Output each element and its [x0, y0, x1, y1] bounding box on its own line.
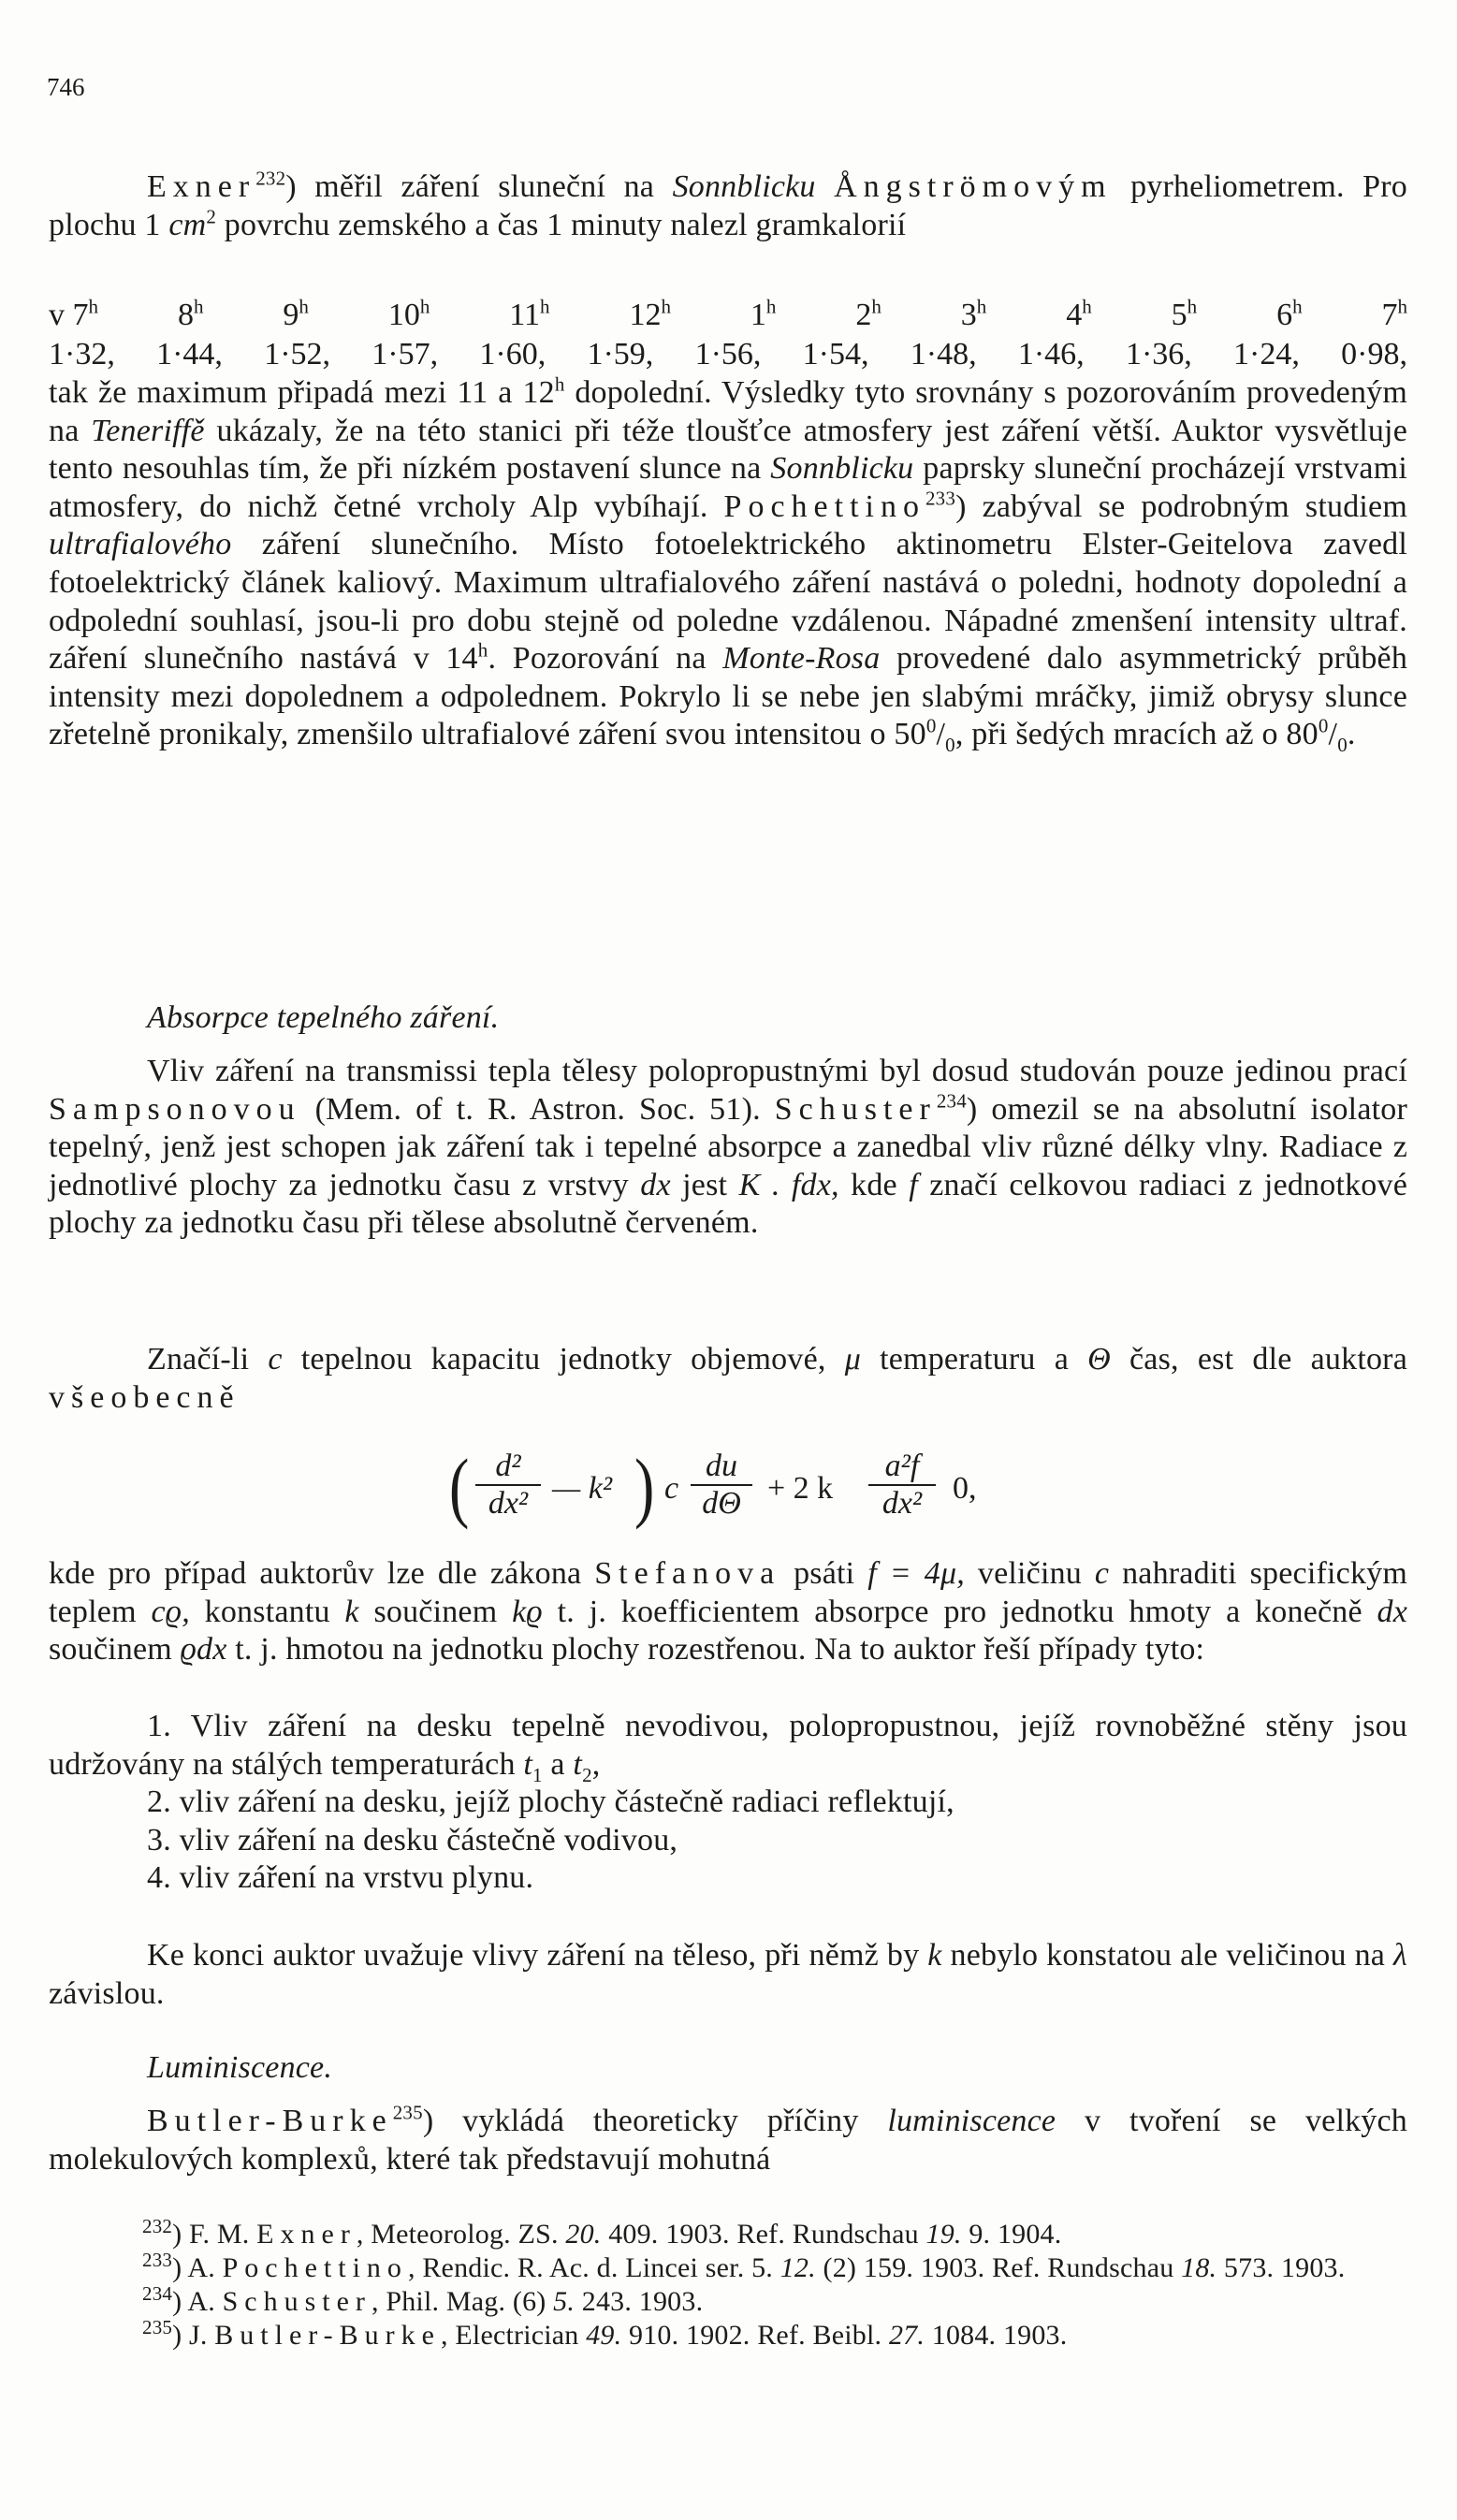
text: , Electrician [440, 2320, 587, 2351]
place-sonnblick: Sonnblicku [770, 451, 914, 487]
fraction-d2-dx2 [475, 1449, 541, 1522]
radiation-value: 1·57, [372, 337, 439, 371]
math-k: k [344, 1594, 359, 1629]
math-lambda: λ [1393, 1938, 1407, 1973]
math-krho: kϱ [512, 1594, 543, 1629]
emphasis-text: všeobecně [49, 1379, 240, 1415]
hour-sup: h [1292, 295, 1303, 318]
math-crho: cϱ, [151, 1594, 190, 1629]
unit-exponent: 2 [206, 205, 217, 228]
radiation-value: 1·44, [156, 337, 223, 371]
paragraph-exner [49, 168, 1407, 244]
text: 9. 1904. [961, 2219, 1062, 2250]
unit-cm: cm [168, 207, 207, 242]
place-monte-rosa: Monte-Rosa [722, 641, 881, 677]
volume: 5. [553, 2286, 576, 2317]
term-luminescence: luminiscence [887, 2104, 1056, 2138]
footnote-232 [49, 2215, 1407, 2251]
author-schuster: Schuster [774, 1091, 937, 1127]
author-butler-burke: Butler-Burke [147, 2104, 393, 2138]
paragraph-definitions [49, 1341, 1407, 1417]
math-kfdx: K . fdx, [738, 1167, 839, 1202]
list-item-3: 3. vliv záření na desku částečně vodivou, [147, 1822, 678, 1857]
text: tak že maximum připadá mezi 11 a 12 [49, 375, 555, 410]
hour-sup: h [1082, 295, 1092, 318]
text: ) A. [172, 2286, 223, 2317]
paragraph-stefan [49, 1555, 1407, 1669]
percent-sup: 0 [1318, 715, 1329, 738]
text: tepelnou kapacitu jednotky objemové, [282, 1342, 845, 1377]
text: 1084. 1903. [925, 2320, 1068, 2351]
heading-text: Luminiscence. [147, 2050, 333, 2085]
text: 1. Vliv záření na desku tepelně nevodivou, polopropustnou, jejíž rovnoběžné stěny jsou udržovány na stálých temperaturách [49, 1709, 1407, 1782]
text: t. j. koefficientem absorpce pro jednotku hmoty a konečně [542, 1594, 1377, 1629]
term-k2: — k² [552, 1471, 613, 1506]
section-heading-absorption [49, 999, 1407, 1038]
text: temperaturu a [860, 1342, 1088, 1377]
math-k: k [927, 1938, 942, 1973]
denominator: dΘ [702, 1486, 741, 1521]
hour-label [1066, 295, 1092, 333]
hour-sup: h [976, 295, 987, 318]
hour-number: 12 [629, 298, 662, 332]
text: 910. 1902. Ref. Beibl. [621, 2320, 889, 2351]
list-item-1 [49, 1708, 1407, 1784]
volume: 20. [565, 2219, 602, 2250]
text: pyrheliometrem. Pro plochu 1 [49, 169, 1408, 242]
hour-sup: h [1397, 295, 1407, 318]
text: povrchu zemského a čas 1 minuty nalezl gramkalorií [216, 207, 907, 242]
text: provedené dalo asymmetrický průběh intensity mezi dopolednem a odpolednem. Pokrylo li se nebe jen slabými mráčky, jimiž obrysy slunce zřetelně pronikaly, zmenšilo ultrafialové záření svou intensitou o 50 [49, 641, 1408, 752]
hour-sup: h [765, 295, 777, 318]
author-name: Butler-Burke [214, 2320, 441, 2351]
sup-h: h [477, 638, 488, 662]
volume: 49. [586, 2320, 622, 2351]
radiation-value: 1·48, [910, 337, 977, 371]
text: . Pozorování na [488, 641, 723, 677]
text: . [1347, 717, 1356, 752]
denominator: dx² [881, 1486, 923, 1521]
author-angstrom: Ångströmovým [834, 169, 1113, 204]
text: nebylo konstatou ale veličinou na [941, 1938, 1394, 1973]
text: 243. 1903. [575, 2286, 704, 2317]
text: záření slunečního. Místo fotoelektrického aktinometru Elster-Geitelova zavedl fotoelektrický článek kaliový. Maximum ultrafialového záření nastává o poledni, hodnoty dopolední a odpolední souhlasí, jsou-li pro dobu stejně od poledne vzdálenou. Nápadné zmenšení intensity ultraf. záření slunečního nastává v 14 [49, 527, 1407, 677]
hour-sup: h [193, 295, 204, 318]
hour-number: 9 [283, 298, 299, 332]
footnote-number: 235 [142, 2316, 173, 2338]
place-sonnblick: Sonnblicku [672, 169, 816, 204]
text: součinem [358, 1594, 513, 1629]
footnote-234 [49, 2282, 1407, 2319]
text: , Meteorolog. ZS. [356, 2219, 566, 2250]
text: veličinu [964, 1556, 1095, 1591]
text: čas, est dle auktora [1110, 1342, 1407, 1377]
text: kde pro případ auktorův lze dle zákona [49, 1556, 595, 1591]
percent-slash: / [936, 717, 946, 752]
volume: 18. [1181, 2252, 1217, 2283]
text: ) F. M. [172, 2219, 257, 2250]
volume: 27. [888, 2320, 925, 2351]
fraction-du-dtheta [691, 1449, 752, 1522]
text: značí celkovou radiaci z jednotkové plochy za jednotku času při tělese absolutně červeném. [49, 1167, 1407, 1241]
math-c: c [268, 1342, 283, 1377]
term-ultraviolet: ultrafialového [49, 527, 232, 562]
hour-label [387, 295, 430, 333]
hour-number: 5 [1171, 298, 1187, 332]
hour-label [283, 295, 309, 333]
heading-text: Absorpce tepelného záření. [147, 1000, 500, 1035]
math-t1: t [523, 1746, 532, 1782]
text: nahraditi specifickým teplem [49, 1556, 1407, 1629]
author-name: Pochettino [222, 2252, 408, 2283]
list-item-2: 2. vliv záření na desku, jejíž plochy částečně radiaci reflektují, [147, 1784, 954, 1820]
text: ukázaly, že na této stanici při téže tloušťce atmosfery jest záření větší. Auktor vysvětluje tento nesouhlas tím, že při nízkém postavení slunce na [49, 413, 1407, 487]
paragraph-results [49, 372, 1408, 757]
text: Ke konci auktor uvažuje vlivy záření na těleso, při němž by [147, 1938, 928, 1973]
radiation-value: 1·52, [264, 337, 331, 371]
text: konstantu [189, 1594, 345, 1629]
hour-label [177, 295, 204, 333]
math-c: c [1094, 1556, 1110, 1591]
hour-sup: h [661, 295, 671, 318]
footnote-ref-234: 234 [936, 1089, 967, 1113]
term-2k: + 2 k [767, 1471, 834, 1506]
paragraph-conclusion [49, 1937, 1407, 2013]
text: ) měřil záření sluneční na [285, 169, 673, 204]
equation [449, 1443, 1048, 1537]
place-teneriffe: Teneriffě [91, 413, 205, 448]
author-exner: Exner [147, 169, 256, 204]
section-heading-luminescence [49, 2049, 1407, 2088]
text: 409. 1903. Ref. Rundschau [601, 2219, 926, 2250]
math-t2: t [573, 1746, 583, 1782]
percent-sub: 0 [1337, 734, 1348, 757]
math-dx: dx [640, 1167, 671, 1202]
text: (2) 159. 1903. Ref. Rundschau [815, 2252, 1182, 2283]
volume: 19. [925, 2219, 962, 2250]
text: Značí-li [147, 1342, 269, 1377]
footnote-ref-235: 235 [392, 2101, 423, 2124]
text: 573. 1903. [1217, 2252, 1346, 2283]
footnote-235 [49, 2316, 1407, 2352]
term-zero: 0, [953, 1471, 977, 1506]
text: ) omezil se na absolutní isolator tepelný, jenž jest schopen jak záření tak i tepelné absorpce a zanedbal vliv různé délky vlny. Radiace z jednotlivé plochy za jednotku času z vrstvy [49, 1091, 1407, 1202]
hour-label [509, 295, 550, 333]
hour-label [629, 295, 671, 333]
author-sampson: Sampsonovou [49, 1091, 301, 1127]
radiation-value: 1·24, [1233, 337, 1300, 371]
text: v tvoření se velkých molekulových komplexů, které tak představují mohutná [49, 2104, 1407, 2177]
sup-h: h [554, 372, 565, 396]
hour-sup: h [871, 295, 881, 318]
radiation-value: 1·46, [1017, 337, 1085, 371]
radiation-value: 1·59, [587, 337, 654, 371]
hour-number: 11 [509, 298, 540, 332]
radiation-value: 1·56, [694, 337, 762, 371]
numerator: a²f [868, 1449, 936, 1486]
term-c: c [664, 1471, 679, 1506]
page-number: 746 [47, 73, 85, 101]
paren-close: ) [634, 1443, 655, 1530]
hour-label [1171, 295, 1198, 333]
hour-label [855, 295, 881, 333]
footnotes [49, 2215, 1407, 2352]
radiation-value: 0·98, [1341, 337, 1407, 371]
hours-row [49, 295, 1407, 333]
text: , Phil. Mag. (6) [371, 2286, 554, 2317]
radiation-value: 1·36, [1125, 337, 1192, 371]
hour-number: 3 [960, 298, 977, 332]
footnote-ref-232: 232 [255, 167, 286, 190]
footnote-ref-233: 233 [925, 487, 956, 510]
hour-number: v 7 [49, 298, 89, 332]
hour-sup: h [540, 295, 550, 318]
math-rhodx: ϱdx [180, 1632, 227, 1668]
text: a [542, 1746, 574, 1782]
paragraph-butler-burke [49, 2103, 1407, 2178]
text: ) A. [172, 2252, 223, 2283]
hour-number: 6 [1276, 298, 1293, 332]
hour-sup: h [88, 295, 98, 318]
author-stefan: Stefanova [594, 1556, 781, 1591]
cases-list [49, 1708, 1407, 1898]
text: součinem [49, 1632, 181, 1668]
volume: 12. [779, 2252, 816, 2283]
percent-sub: 0 [945, 734, 955, 757]
text: , [591, 1746, 601, 1782]
text: kde [838, 1167, 910, 1202]
radiation-value: 1·32, [49, 337, 115, 371]
hour-number: 10 [387, 298, 420, 332]
radiation-value: 1·60, [479, 337, 546, 371]
text: t. j. hmotou na jednotku plochy rozestřenou. Na to auktor řeší případy tyto: [226, 1632, 1205, 1668]
subscript: 2 [582, 1763, 592, 1786]
hour-sup: h [1187, 295, 1198, 318]
list-item-4: 4. vliv záření na vrstvu plynu. [147, 1860, 534, 1896]
text: ) zabýval se podrobným studiem [955, 488, 1407, 524]
radiation-value: 1·54, [802, 337, 869, 371]
footnote-number: 234 [142, 2282, 173, 2305]
footnote-number: 233 [142, 2249, 173, 2271]
percent-sup: 0 [925, 715, 937, 738]
text: psáti [780, 1556, 868, 1591]
hour-number: 1 [750, 298, 766, 332]
text: ) vykládá theoreticky příčiny [422, 2104, 888, 2138]
text: , při šedých mracích až o 80 [954, 717, 1319, 752]
hour-label [960, 295, 987, 333]
text: jest [670, 1167, 739, 1202]
text: dopolední. Výsledky tyto srovnány s pozorováním provedeným na [49, 375, 1408, 448]
denominator: dx² [488, 1486, 529, 1521]
text: ) J. [172, 2320, 215, 2351]
math-dx: dx [1377, 1594, 1408, 1629]
text: , Rendic. R. Ac. d. Lincei ser. 5. [407, 2252, 780, 2283]
hour-label [49, 295, 98, 333]
hour-label [750, 295, 777, 333]
percent-slash: / [1328, 717, 1338, 752]
subscript: 1 [532, 1763, 543, 1786]
hour-number: 4 [1066, 298, 1083, 332]
footnote-233 [49, 2251, 1407, 2285]
author-name: Schuster [222, 2286, 372, 2317]
hour-number: 8 [177, 298, 194, 332]
hour-number: 2 [855, 298, 872, 332]
math-mu: μ [844, 1342, 861, 1377]
hour-label [1381, 295, 1408, 333]
text: paprsky sluneční procházejí vrstvami atmosfery, do nichž četné vrcholy Alp vybíhají. [49, 451, 1407, 524]
hour-sup: h [419, 295, 430, 318]
math-f4mu: f = 4μ, [867, 1556, 965, 1591]
hour-label [1276, 295, 1303, 333]
paren-open: ( [449, 1443, 470, 1530]
values-row [49, 337, 1407, 372]
author-pochettino: Pochettino [723, 488, 925, 524]
footnote-number: 232 [142, 2215, 173, 2237]
math-f: f [909, 1167, 918, 1202]
hour-number: 7 [1381, 298, 1398, 332]
numerator: du [691, 1449, 752, 1486]
fraction-a2f-dx2 [868, 1449, 936, 1522]
text: závislou. [49, 1975, 165, 2011]
paragraph-transmission [49, 1053, 1407, 1243]
hour-sup: h [299, 295, 309, 318]
author-name: Exner [256, 2219, 357, 2250]
text: Vliv záření na transmissi tepla tělesy polopropustnými byl dosud studován pouze jedinou prací [147, 1054, 1407, 1088]
numerator: d² [475, 1449, 541, 1486]
math-theta: Θ [1087, 1342, 1111, 1377]
text: (Mem. of t. R. Astron. Soc. 51). [300, 1091, 775, 1127]
